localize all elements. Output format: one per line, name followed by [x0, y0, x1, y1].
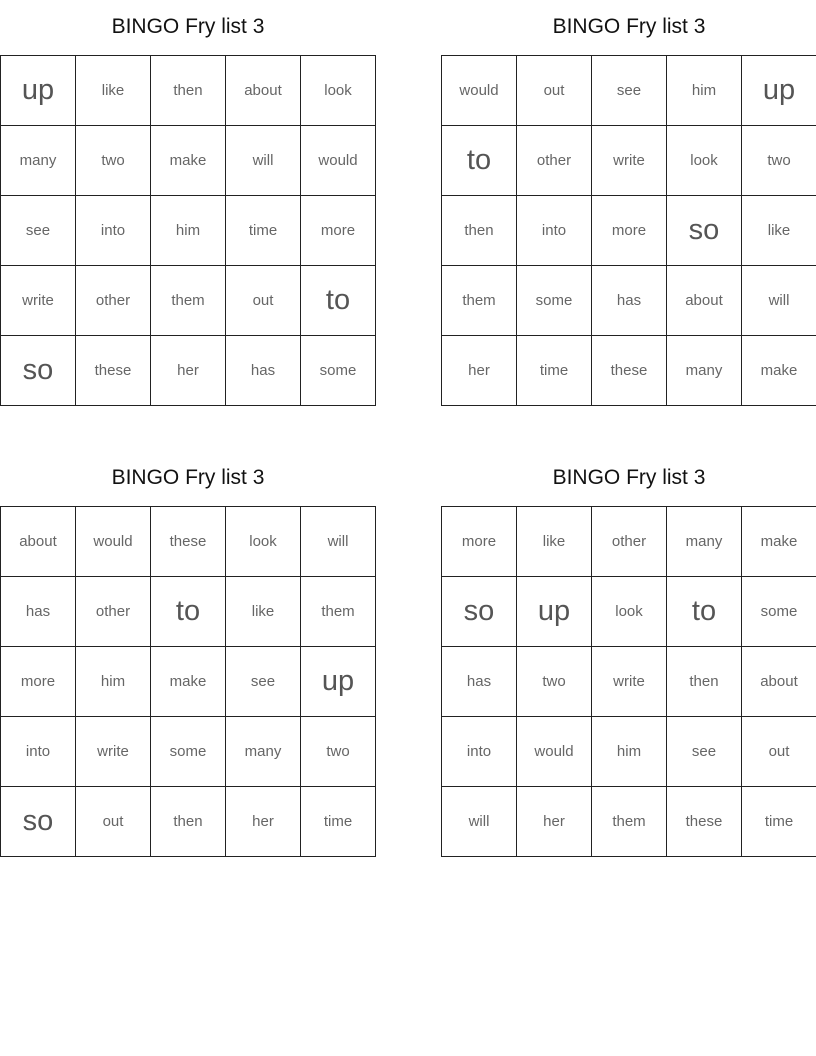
grid-cell: into	[76, 196, 151, 266]
grid-cell: to	[442, 126, 517, 196]
grid-cell: some	[301, 336, 376, 406]
grid-cell: these	[151, 507, 226, 577]
grid-cell: has	[226, 336, 301, 406]
grid-cell: time	[301, 787, 376, 857]
grid-cell: her	[442, 336, 517, 406]
grid-cell: has	[1, 577, 76, 647]
grid-cell: look	[592, 577, 667, 647]
grid-row	[442, 787, 816, 857]
grid-cell: has	[592, 266, 667, 336]
grid-cell: then	[151, 787, 226, 857]
grid-cell: more	[1, 647, 76, 717]
grid-cell: into	[1, 717, 76, 787]
grid-row	[442, 507, 816, 577]
grid-row	[1, 196, 376, 266]
grid-cell: many	[667, 336, 742, 406]
grid-cell: many	[667, 507, 742, 577]
grid-cell: to	[151, 577, 226, 647]
grid-cell: see	[226, 647, 301, 717]
grid-cell: out	[226, 266, 301, 336]
grid-cell: about	[226, 56, 301, 126]
grid-cell: more	[592, 196, 667, 266]
bingo-card-1	[0, 10, 376, 406]
grid-cell: these	[76, 336, 151, 406]
grid-cell: so	[442, 577, 517, 647]
grid-row	[1, 126, 376, 196]
grid-cell: many	[226, 717, 301, 787]
grid-row	[1, 647, 376, 717]
grid-row	[442, 126, 816, 196]
grid-row	[1, 266, 376, 336]
grid-cell: to	[667, 577, 742, 647]
grid-cell: has	[442, 647, 517, 717]
grid-cell: will	[742, 266, 816, 336]
grid-cell: them	[442, 266, 517, 336]
grid-cell: him	[667, 56, 742, 126]
card-title: BINGO Fry list 3	[111, 466, 265, 489]
bingo-grid	[441, 506, 816, 857]
grid-cell: about	[667, 266, 742, 336]
grid-cell: her	[517, 787, 592, 857]
bingo-grid	[0, 506, 376, 857]
grid-cell: would	[301, 126, 376, 196]
grid-cell: other	[76, 577, 151, 647]
grid-cell: more	[301, 196, 376, 266]
grid-cell: so	[1, 787, 76, 857]
grid-cell: them	[301, 577, 376, 647]
grid-cell: about	[1, 507, 76, 577]
grid-cell: see	[592, 56, 667, 126]
grid-row	[1, 787, 376, 857]
grid-cell: would	[76, 507, 151, 577]
grid-cell: see	[1, 196, 76, 266]
bingo-grid	[0, 55, 376, 406]
grid-cell: will	[442, 787, 517, 857]
grid-row	[1, 577, 376, 647]
grid-row	[442, 336, 816, 406]
grid-cell: him	[592, 717, 667, 787]
grid-cell: up	[517, 577, 592, 647]
grid-cell: like	[226, 577, 301, 647]
grid-cell: then	[442, 196, 517, 266]
grid-cell: make	[742, 336, 816, 406]
grid-cell: him	[76, 647, 151, 717]
grid-cell: so	[667, 196, 742, 266]
grid-cell: time	[517, 336, 592, 406]
grid-cell: write	[1, 266, 76, 336]
card-title: BINGO Fry list 3	[111, 15, 265, 38]
grid-cell: out	[517, 56, 592, 126]
grid-cell: other	[592, 507, 667, 577]
grid-row	[442, 647, 816, 717]
grid-cell: like	[517, 507, 592, 577]
grid-cell: these	[592, 336, 667, 406]
grid-row	[1, 717, 376, 787]
grid-cell: will	[301, 507, 376, 577]
grid-cell: many	[1, 126, 76, 196]
grid-row	[442, 56, 816, 126]
grid-cell: would	[442, 56, 517, 126]
bingo-card-3	[0, 461, 376, 857]
grid-cell: two	[517, 647, 592, 717]
card-title: BINGO Fry list 3	[552, 466, 706, 489]
grid-row	[442, 717, 816, 787]
grid-row	[1, 336, 376, 406]
grid-cell: would	[517, 717, 592, 787]
grid-cell: them	[151, 266, 226, 336]
grid-cell: write	[592, 126, 667, 196]
grid-cell: him	[151, 196, 226, 266]
grid-cell: look	[301, 56, 376, 126]
grid-cell: out	[742, 717, 816, 787]
bingo-card-2	[441, 10, 816, 406]
grid-row	[1, 56, 376, 126]
grid-cell: so	[1, 336, 76, 406]
grid-cell: her	[151, 336, 226, 406]
grid-cell: more	[442, 507, 517, 577]
grid-cell: to	[301, 266, 376, 336]
grid-cell: like	[76, 56, 151, 126]
grid-row	[442, 196, 816, 266]
grid-cell: other	[76, 266, 151, 336]
grid-cell: write	[76, 717, 151, 787]
grid-cell: some	[517, 266, 592, 336]
grid-row	[442, 266, 816, 336]
grid-cell: up	[742, 56, 816, 126]
bingo-grid	[441, 55, 816, 406]
grid-cell: other	[517, 126, 592, 196]
grid-cell: about	[742, 647, 816, 717]
grid-cell: up	[301, 647, 376, 717]
grid-cell: then	[151, 56, 226, 126]
grid-cell: these	[667, 787, 742, 857]
grid-cell: look	[667, 126, 742, 196]
grid-row	[442, 577, 816, 647]
grid-cell: two	[742, 126, 816, 196]
grid-cell: like	[742, 196, 816, 266]
grid-cell: look	[226, 507, 301, 577]
grid-cell: then	[667, 647, 742, 717]
grid-cell: time	[226, 196, 301, 266]
grid-cell: make	[151, 647, 226, 717]
grid-cell: make	[151, 126, 226, 196]
grid-cell: them	[592, 787, 667, 857]
grid-cell: write	[592, 647, 667, 717]
grid-cell: her	[226, 787, 301, 857]
grid-cell: time	[742, 787, 816, 857]
grid-cell: into	[517, 196, 592, 266]
grid-cell: will	[226, 126, 301, 196]
grid-row	[1, 507, 376, 577]
grid-cell: see	[667, 717, 742, 787]
grid-cell: some	[742, 577, 816, 647]
grid-cell: out	[76, 787, 151, 857]
card-title: BINGO Fry list 3	[552, 15, 706, 38]
grid-cell: into	[442, 717, 517, 787]
grid-cell: two	[301, 717, 376, 787]
grid-cell: up	[1, 56, 76, 126]
grid-cell: some	[151, 717, 226, 787]
grid-cell: two	[76, 126, 151, 196]
bingo-card-4	[441, 461, 816, 857]
grid-cell: make	[742, 507, 816, 577]
